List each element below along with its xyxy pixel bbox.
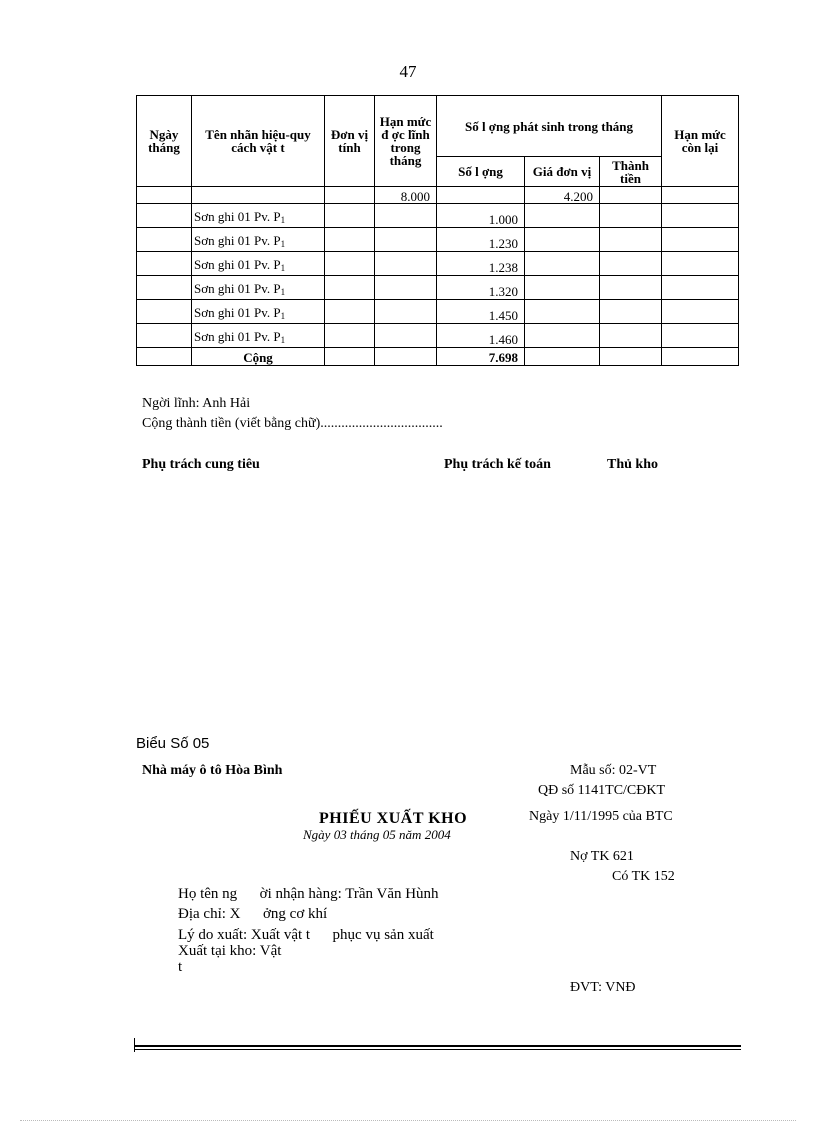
header-quantity: Số l ợng (437, 157, 525, 187)
double-rule-top (134, 1045, 741, 1047)
company-name: Nhà máy ô tô Hòa Bình (142, 763, 283, 778)
page-number: 47 (399, 62, 417, 81)
page-bottom-dotted-line (20, 1120, 796, 1121)
address-field: Địa chỉ: X ởng cơ khí (178, 906, 328, 922)
signature-supply: Phụ trách cung tiêu (142, 457, 260, 472)
warehouse-field-cont: t (178, 959, 183, 975)
header-remaining: Hạn mức còn lại (662, 96, 739, 187)
row-name: Sơn ghi 01 Pv. $P_1$ (192, 204, 325, 228)
table-row (137, 276, 739, 300)
table-row (137, 300, 739, 324)
warehouse-field: Xuất tại kho: Vật (178, 943, 282, 959)
row-name: Sơn ghi 01 Pv. $P_1$ (192, 252, 325, 276)
currency-unit: ĐVT: VNĐ (570, 980, 636, 995)
total-quantity: 7.698 (437, 348, 525, 366)
header-unit-price: Giá đơn vị (525, 157, 600, 187)
decision-number: QĐ số 1141TC/CĐKT (538, 783, 666, 798)
row-name: Sơn ghi 01 Pv. $P_1$ (192, 228, 325, 252)
row-quantity: 1.238 (437, 252, 525, 276)
total-row (137, 348, 739, 366)
total-label: Cộng (192, 348, 325, 366)
header-unit: Đơn vị tính (325, 96, 375, 187)
row-quantity: 1.460 (437, 324, 525, 348)
row-name: Sơn ghi 01 Pv. $P_1$ (192, 276, 325, 300)
header-amount: Thành tiền (600, 157, 662, 187)
material-limit-table (136, 95, 739, 366)
row-name: Sơn ghi 01 Pv. $P_1$ (192, 300, 325, 324)
form-label: Biểu Số 05 (136, 735, 210, 752)
total-words-line: Cộng thành tiền (viết bằng chữ)................................... (142, 416, 443, 431)
row-quantity: 1.450 (437, 300, 525, 324)
header-name: Tên nhãn hiệu-quy cách vật t (192, 96, 325, 187)
header-arising-group: Số l ợng phát sinh trong tháng (437, 96, 662, 157)
opening-limit: 8.000 (375, 187, 437, 204)
opening-row (137, 187, 739, 204)
signature-accounting: Phụ trách kế toán (444, 457, 551, 472)
table-row (137, 252, 739, 276)
double-rule-bottom (134, 1049, 741, 1050)
table-row (137, 228, 739, 252)
credit-account: Có TK 152 (612, 869, 675, 884)
row-name: Sơn ghi 01 Pv. $P_1$ (192, 324, 325, 348)
row-quantity: 1.000 (437, 204, 525, 228)
signature-storekeeper: Thủ kho (607, 457, 658, 472)
table-row (137, 324, 739, 348)
decision-date: Ngày 1/11/1995 của BTC (529, 809, 673, 824)
recipient-field: Họ tên ng ời nhận hàng: Trần Văn Hùnh (178, 886, 439, 902)
header-date: Ngày tháng (137, 96, 192, 187)
table-row (137, 204, 739, 228)
reason-field: Lý do xuất: Xuất vật t phục vụ sản xuất (178, 927, 434, 943)
row-quantity: 1.320 (437, 276, 525, 300)
form-number: Mẫu số: 02-VT (570, 763, 657, 778)
voucher-date: Ngày 03 tháng 05 năm 2004 (303, 827, 451, 842)
debit-account: Nợ TK 621 (570, 849, 634, 864)
header-limit: Hạn mức đ ợc lĩnh trong tháng (375, 96, 437, 187)
row-quantity: 1.230 (437, 228, 525, 252)
opening-unit-price: 4.200 (525, 187, 600, 204)
receiver-line: Ngời lĩnh: Anh Hải (142, 396, 251, 411)
voucher-title: PHIẾU XUẤT KHO (319, 810, 468, 827)
